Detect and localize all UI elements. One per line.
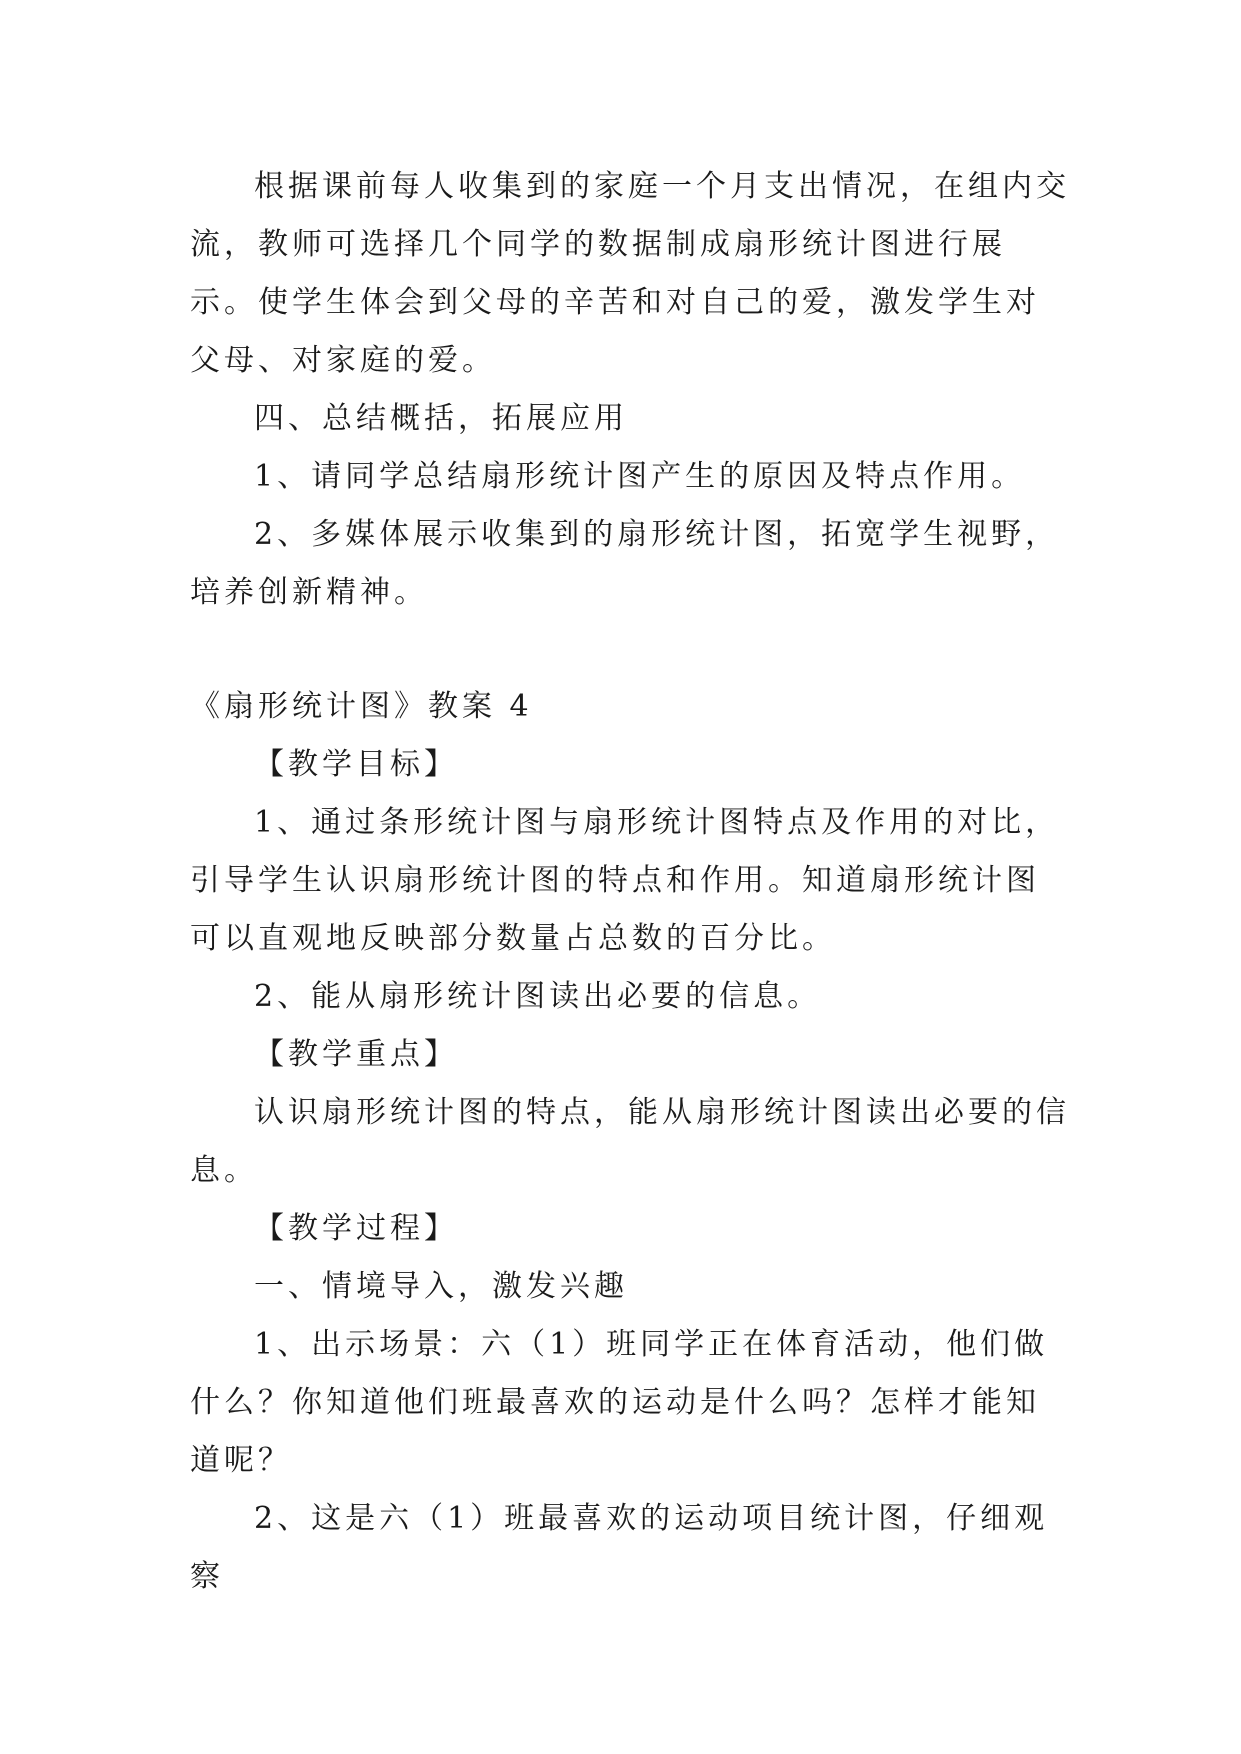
heading-teaching-focus: 【教学重点】 (254, 1037, 458, 1072)
heading-summary-application: 四、总结概括，拓展应用 (254, 401, 628, 436)
section-gap (190, 622, 1070, 678)
step1-heading: 一、情境导入，激发兴趣 (254, 1269, 628, 1304)
heading-teaching-goals: 【教学目标】 (254, 747, 458, 782)
document-page (190, 158, 1070, 1606)
list-item-multimedia: 2、多媒体展示收集到的扇形统计图，拓宽学生视野，培养创新精神。 (190, 517, 1060, 610)
list-item-summary: 1、请同学总结扇形统计图产生的原因及特点作用。 (254, 459, 1026, 494)
goal-item-1: 1、通过条形统计图与扇形统计图特点及作用的对比，引导学生认识扇形统计图的特点和作用。知道扇形统计图可以直观地反映部分数量占总数的百分比。 (190, 805, 1060, 956)
step1-item-2: 2、这是六（1）班最喜欢的运动项目统计图，仔细观察 (190, 1501, 1049, 1594)
goal-item-2: 2、能从扇形统计图读出必要的信息。 (254, 979, 822, 1014)
step1-item-1: 1、出示场景：六（1）班同学正在体育活动，他们做什么？你知道他们班最喜欢的运动是什么吗？怎样才能知道呢？ (190, 1327, 1049, 1478)
paragraph-family-expenses: 根据课前每人收集到的家庭一个月支出情况，在组内交流，教师可选择几个同学的数据制成扇形统计图进行展示。使学生体会到父母的辛苦和对自己的爱，激发学生对父母、对家庭的爱。 (190, 169, 1070, 378)
heading-teaching-process: 【教学过程】 (254, 1211, 458, 1246)
lesson-title: 《扇形统计图》教案 4 (190, 689, 533, 724)
focus-text: 认识扇形统计图的特点，能从扇形统计图读出必要的信息。 (190, 1095, 1070, 1188)
